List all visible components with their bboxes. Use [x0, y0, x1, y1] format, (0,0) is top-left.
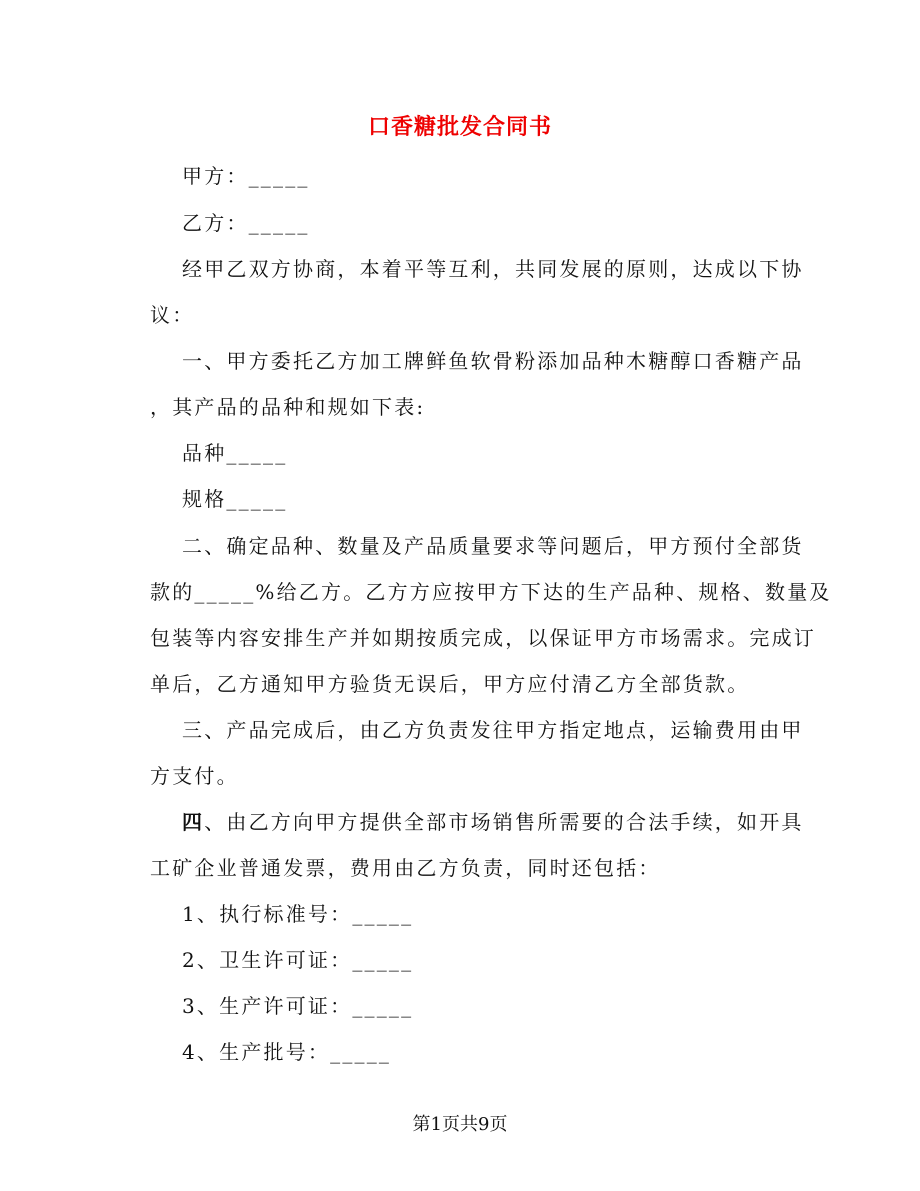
- clause-1-line-2: ，其产品的品种和规如下表:: [150, 395, 426, 419]
- party-b-line: 乙方：_____: [182, 211, 310, 235]
- clause-2-line-1: 二、确定品种、数量及产品质量要求等问题后，甲方预付全部货: [182, 534, 804, 558]
- clause-2-line-4: 单后，乙方通知甲方验货无误后，甲方应付清乙方全部货款。: [150, 672, 750, 696]
- clause-4-line-2: 工矿企业普通发票，费用由乙方负责，同时还包括：: [150, 856, 661, 880]
- clause-3-line-2: 方支付。: [150, 764, 239, 788]
- item-2: 2、卫生许可证：_____: [182, 948, 414, 972]
- spec-line: 规格_____: [182, 487, 288, 511]
- clause-2-line-2: 款的_____%给乙方。乙方方应按甲方下达的生产品种、规格、数量及: [150, 580, 832, 604]
- document-title: 口香糖批发合同书: [367, 114, 552, 140]
- clause-3-line-1: 三、产品完成后，由乙方负责发往甲方指定地点，运输费用由甲: [182, 718, 804, 742]
- clause-4-text: 、由乙方向甲方提供全部市场销售所需要的合法手续，如开具: [204, 810, 804, 834]
- party-a-line: 甲方：_____: [182, 164, 310, 188]
- item-1: 1、执行标准号：_____: [182, 902, 414, 926]
- clause-4-line-1: [182, 806, 804, 835]
- clause-2-line-3: 包装等内容安排生产并如期按质完成，以保证甲方市场需求。完成订: [150, 626, 816, 650]
- item-4: 4、生产批号：_____: [182, 1040, 392, 1064]
- intro-line-1: 经甲乙双方协商，本着平等互利，共同发展的原则，达成以下协: [182, 257, 804, 281]
- intro-line-2: 议：: [150, 303, 195, 327]
- variety-line: 品种_____: [182, 441, 288, 465]
- clause-4-number: 四: [182, 810, 205, 834]
- item-3: 3、生产许可证：_____: [182, 994, 414, 1018]
- clause-1-line-1: 一、甲方委托乙方加工牌鲜鱼软骨粉添加品种木糖醇口香糖产品: [182, 349, 804, 373]
- page-footer: 第1页共9页: [412, 1114, 508, 1135]
